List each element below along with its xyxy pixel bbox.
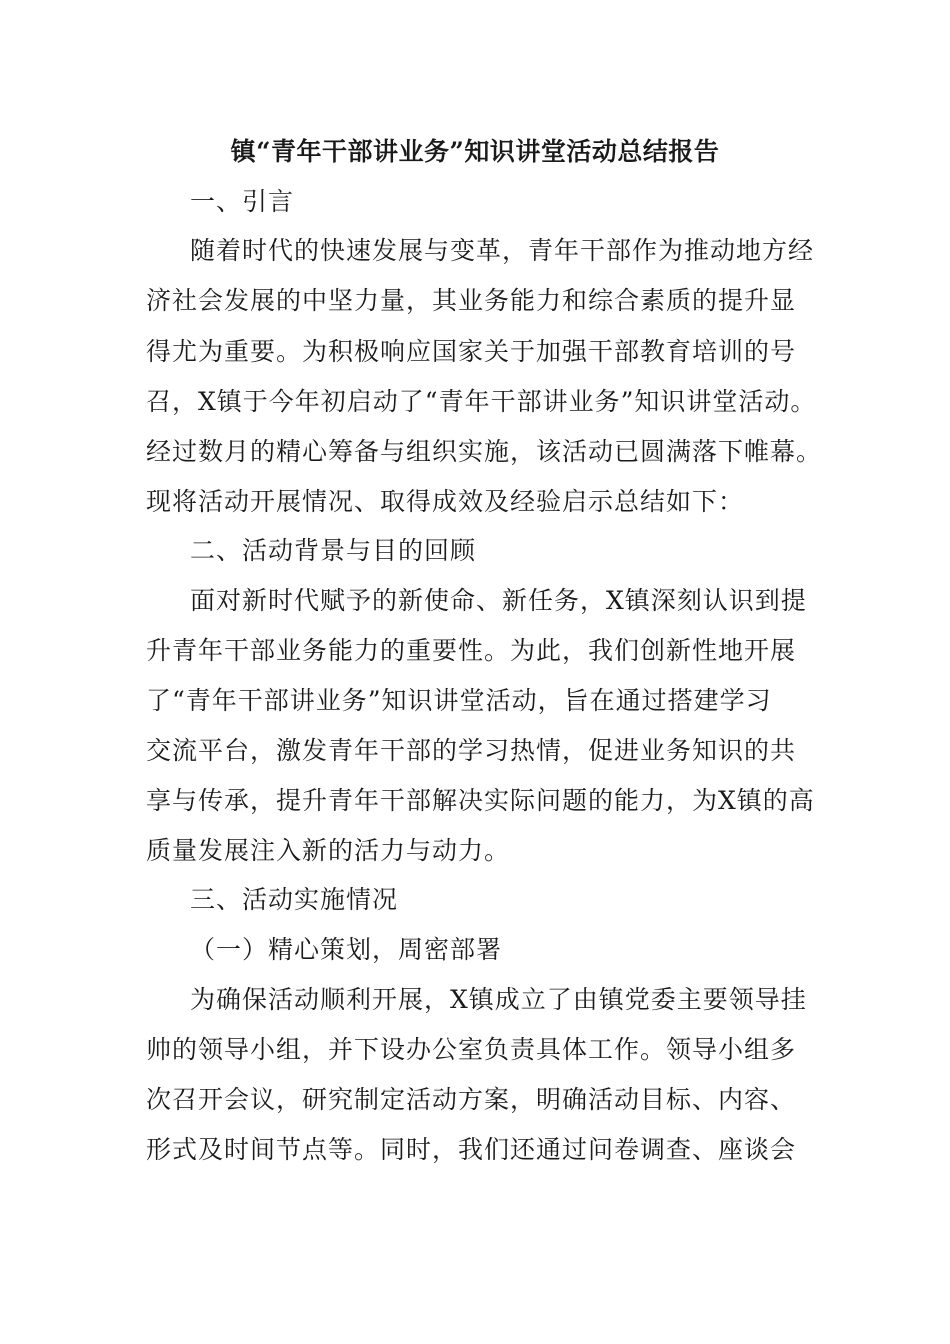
paragraph-line: 质量发展注入新的活力与动力。 [146,836,511,865]
paragraph-line: 了“青年干部讲业务”知识讲堂活动，旨在通过搭建学习 [146,686,772,715]
paragraph-line: 现将活动开展情况、取得成效及经验启示总结如下： [146,487,745,516]
paragraph-line: 次召开会议，研究制定活动方案，明确活动目标、内容、 [146,1085,797,1114]
paragraph-line: 随着时代的快速发展与变革，青年干部作为推动地方经 [190,236,815,265]
paragraph-line: 面对新时代赋予的新使命、新任务，X镇深刻认识到提 [190,586,807,615]
section-heading-background: 二、活动背景与目的回顾 [190,536,477,565]
paragraph-line: 召，X镇于今年初启动了“青年干部讲业务”知识讲堂活动。 [146,387,817,416]
paragraph-line: 形式及时间节点等。同时，我们还通过问卷调查、座谈会 [146,1135,797,1164]
paragraph-line: 得尤为重要。为积极响应国家关于加强干部教育培训的号 [146,337,797,366]
paragraph-line: 享与传承，提升青年干部解决实际问题的能力，为X镇的高 [146,786,815,815]
paragraph-line: 经过数月的精心筹备与组织实施，该活动已圆满落下帷幕。 [146,437,823,466]
paragraph-line: 济社会发展的中坚力量，其业务能力和综合素质的提升显 [146,286,797,315]
paragraph-line: 帅的领导小组，并下设办公室负责具体工作。领导小组多 [146,1035,797,1064]
paragraph-line: 为确保活动顺利开展，X镇成立了由镇党委主要领导挂 [190,985,807,1014]
subsection-heading-planning: （一）精心策划，周密部署 [190,935,503,964]
section-heading-introduction: 一、引言 [190,187,295,216]
section-heading-implementation: 三、活动实施情况 [190,885,399,914]
paragraph-line: 升青年干部业务能力的重要性。为此，我们创新性地开展 [146,636,797,665]
document-title: 镇“青年干部讲业务”知识讲堂活动总结报告 [230,137,720,166]
paragraph-line: 交流平台，激发青年干部的学习热情，促进业务知识的共 [146,736,797,765]
